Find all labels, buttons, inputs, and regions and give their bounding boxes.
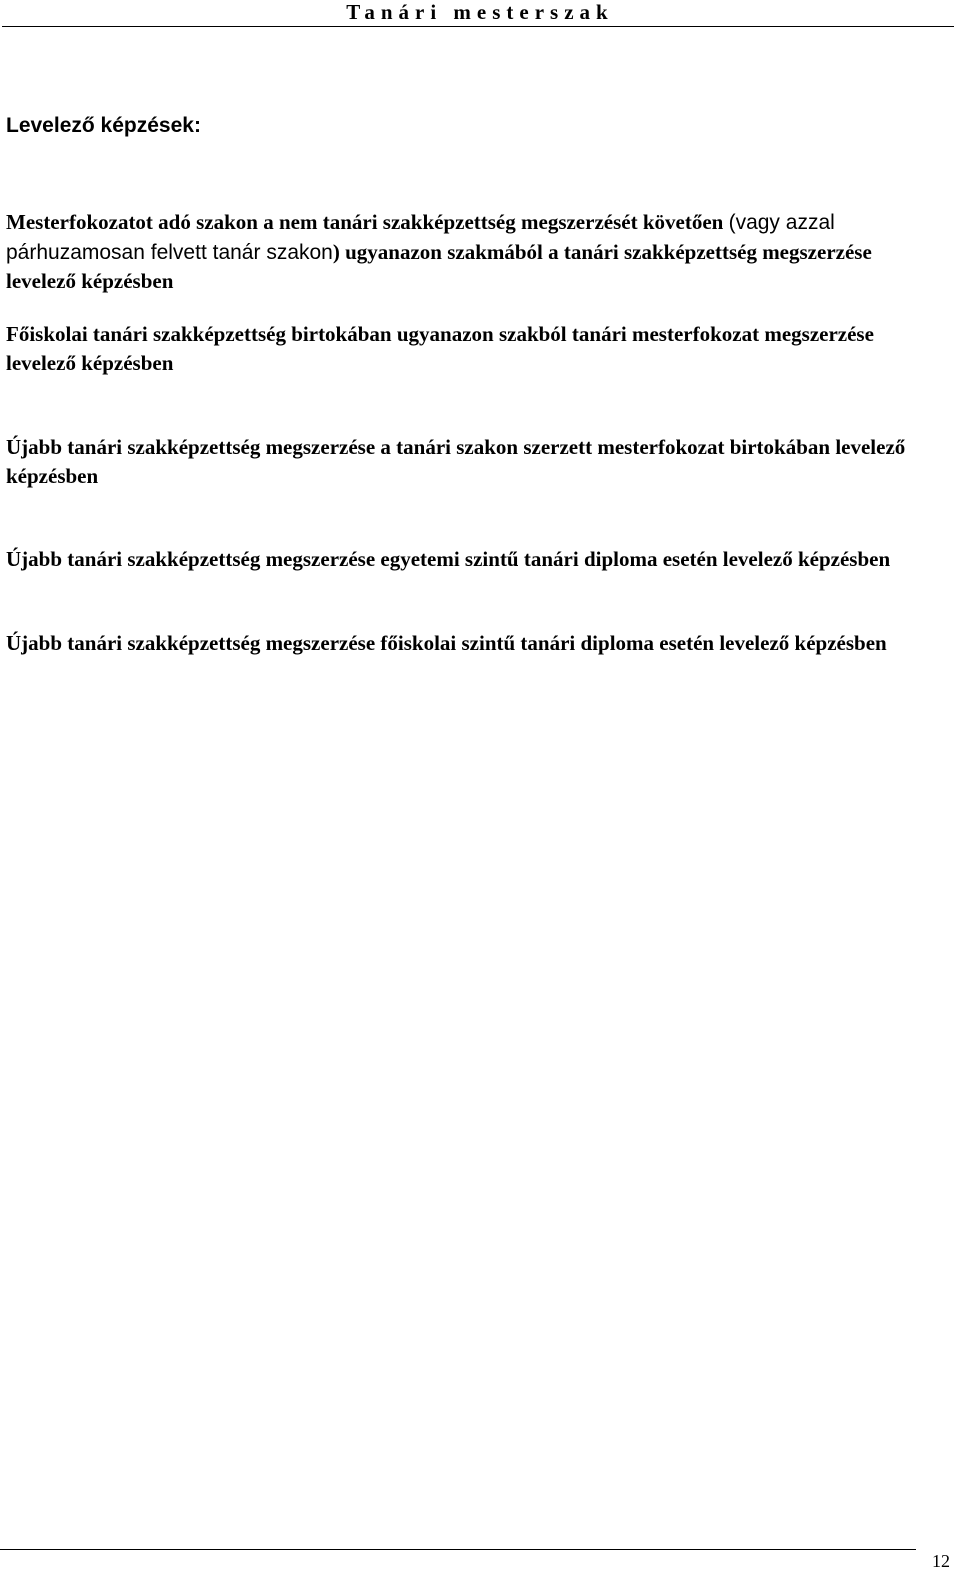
page-number: 12 xyxy=(932,1551,950,1571)
header-divider xyxy=(2,26,954,27)
program-entry-1 xyxy=(6,208,906,296)
section-heading: Levelező képzések: xyxy=(6,114,201,137)
program-entry-1-text-a: Mesterfokozatot adó szakon a nem tanári szakképzettség megszerzését követően xyxy=(6,210,729,234)
program-entry-1-text-c: ) ugyanazon szakmából a tanári szakképzettség megszerzése levelező képzésben xyxy=(6,239,872,293)
program-entry-4: Újabb tanári szakképzettség megszerzése egyetemi szintű tanári diploma esetén levelező képzésben xyxy=(6,547,891,571)
program-entry-5: Újabb tanári szakképzettség megszerzése főiskolai szintű tanári diploma esetén levelező képzésben xyxy=(6,631,887,655)
footer-divider xyxy=(0,1549,916,1550)
page-header-title: Tanári mesterszak xyxy=(346,0,614,24)
program-entry-3: Újabb tanári szakképzettség megszerzése a tanári szakon szerzett mesterfokozat birtokában levelező képzésben xyxy=(6,435,906,488)
program-entry-1-text-b: (vagy azzal párhuzamosan felvett tanár szakon xyxy=(6,211,835,264)
program-entry-2: Főiskolai tanári szakképzettség birtokában ugyanazon szakból tanári mesterfokozat megszerzése levelező képzésben xyxy=(6,322,874,375)
